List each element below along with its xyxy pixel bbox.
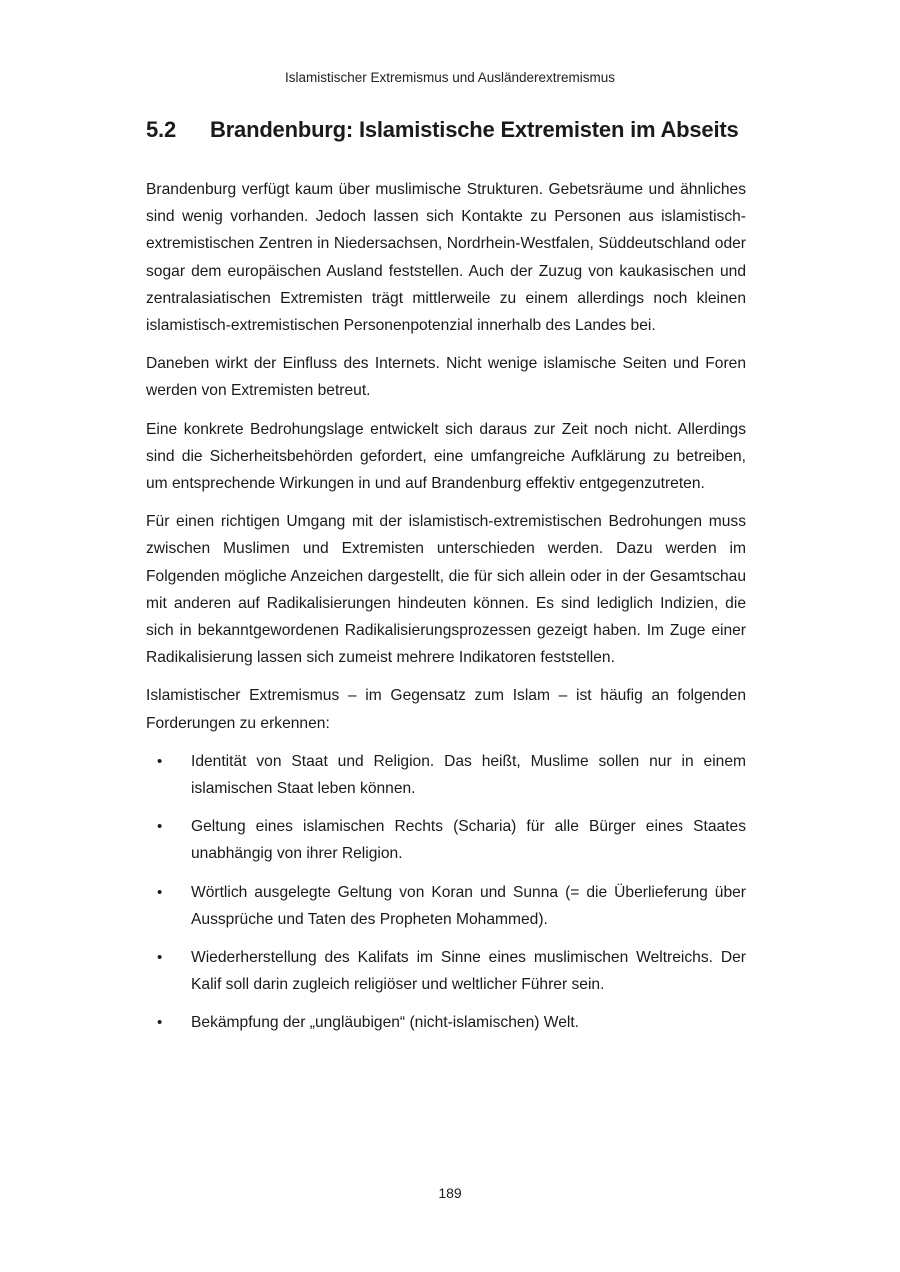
paragraph: Brandenburg verfügt kaum über muslimische Strukturen. Gebetsräume und ähnliches sind wenig vorhanden. Jedoch lassen sich Kontakte zu Personen aus islamistisch-extremistischen Zentren in Niedersachsen, Nordrhein-Westfalen, Süddeutschland oder sogar dem europäischen Ausland feststellen. Auch der Zuzug von kaukasischen und zentralasiatischen Extremisten trägt mittlerweile zu einem allerdings noch kleinen islamistisch-extremistischen Personenpotenzial innerhalb des Landes bei. xyxy=(146,181,746,335)
bullet-list xyxy=(146,748,746,1037)
section-number: 5.2 xyxy=(146,117,176,142)
bullet-icon: • xyxy=(157,949,163,967)
list-item-text: Wörtlich ausgelegte Geltung von Koran und Sunna (= die Überlieferung über Aussprüche und Taten des Propheten Mohammed). xyxy=(191,883,746,928)
section-title: Brandenburg: Islamistische Extremisten im Abseits xyxy=(210,117,739,142)
list-item xyxy=(146,1009,746,1036)
list-item xyxy=(146,944,746,998)
list-item-text: Identität von Staat und Religion. Das heißt, Muslime sollen nur in einem islamischen Staat leben können. xyxy=(191,752,746,798)
paragraph: Islamistischer Extremismus – im Gegensatz zum Islam – ist häufig an folgenden Forderungen zu erkennen: xyxy=(146,687,746,732)
page-number: 189 xyxy=(438,1185,462,1201)
section-heading xyxy=(146,117,766,143)
bullet-icon: • xyxy=(157,883,163,901)
running-header: Islamistischer Extremismus und Ausländerextremismus xyxy=(284,70,616,85)
paragraph: Eine konkrete Bedrohungslage entwickelt sich daraus zur Zeit noch nicht. Allerdings sind die Sicherheitsbehörden gefordert, eine umfangreiche Aufklärung zu betreiben, um entsprechende Wirkungen in und auf Brandenburg effektiv entgegenzutreten. xyxy=(146,420,746,493)
list-item-text: Geltung eines islamischen Rechts (Scharia) für alle Bürger eines Staates unabhängig von ihrer Religion. xyxy=(191,818,746,863)
bullet-icon: • xyxy=(157,818,163,836)
body-text xyxy=(146,176,746,1048)
list-item-text: Bekämpfung der „ungläubigen“ (nicht-islamischen) Welt. xyxy=(191,1014,580,1032)
paragraph: Daneben wirkt der Einfluss des Internets. Nicht wenige islamische Seiten und Foren werden von Extremisten betreut. xyxy=(146,355,746,400)
list-item xyxy=(146,813,746,867)
paragraph: Für einen richtigen Umgang mit der islamistisch-extremistischen Bedrohungen muss zwischen Muslimen und Extremisten unterschieden werden. Dazu werden im Folgenden mögliche Anzeichen dargestellt, die für sich allein oder in der Gesamtschau mit anderen auf Radikalisierungen hindeuten können. Es sind lediglich Indizien, die sich in bekanntgewordenen Radikalisierungsprozessen gezeigt haben. Im Zuge einer Radikalisierung lassen sich zumeist mehrere Indikatoren feststellen. xyxy=(146,513,746,667)
bullet-icon: • xyxy=(157,1014,163,1032)
bullet-icon: • xyxy=(157,752,163,770)
list-item-text: Wiederherstellung des Kalifats im Sinne eines muslimischen Weltreichs. Der Kalif soll darin zugleich religiöser und weltlicher Führer sein. xyxy=(191,949,746,994)
list-item xyxy=(146,748,746,802)
list-item xyxy=(146,879,746,933)
